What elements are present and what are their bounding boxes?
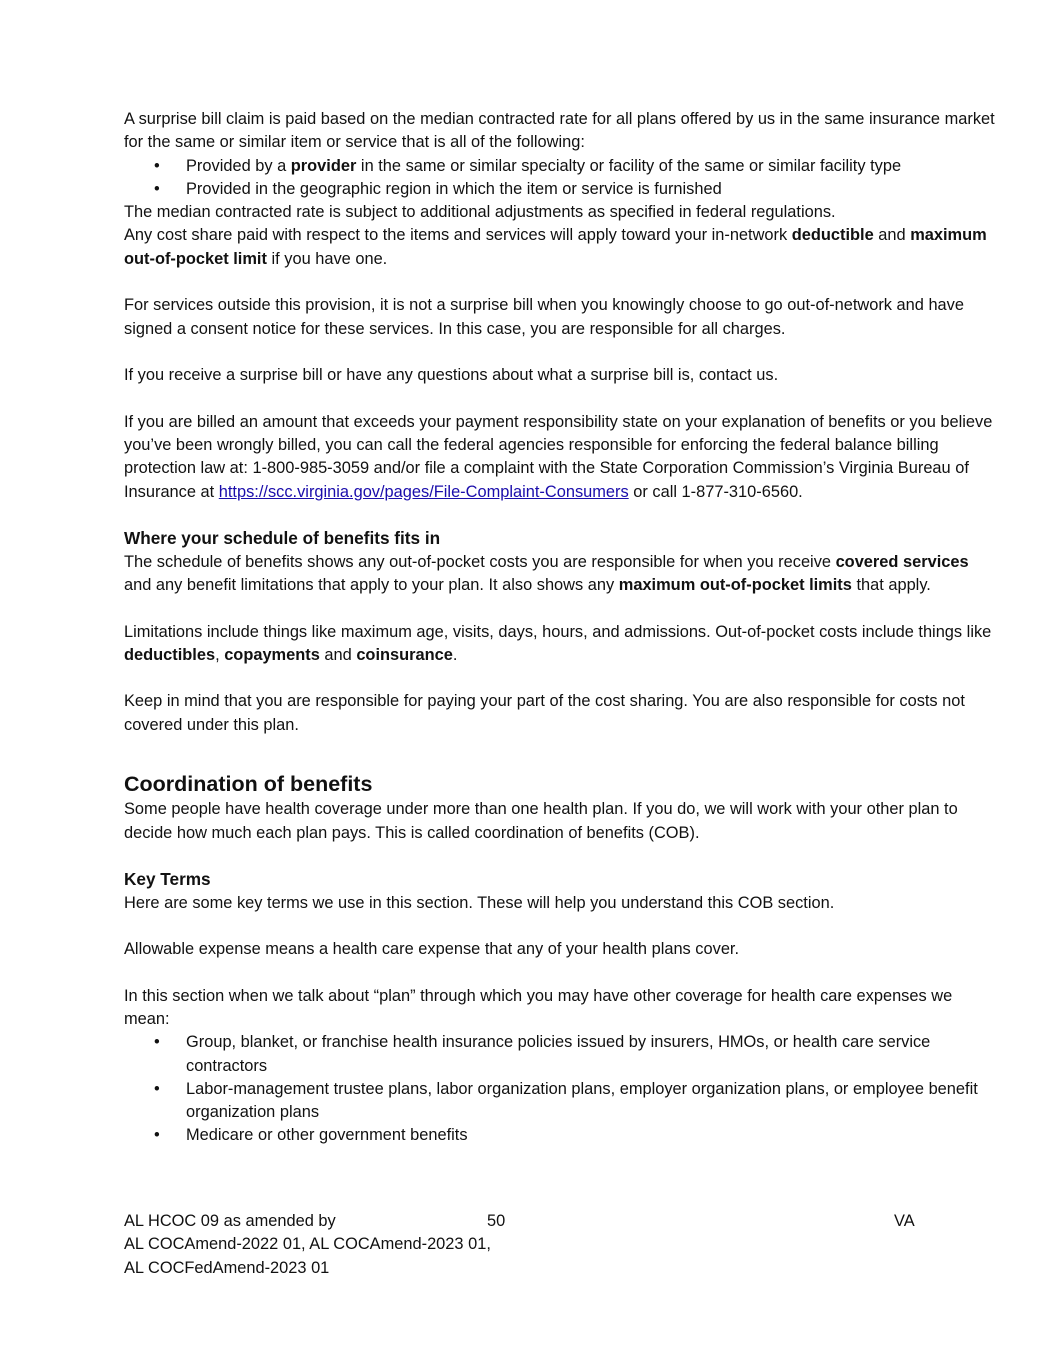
contact-paragraph: If you receive a surprise bill or have any questions about what a surprise bill is, contact us. [124, 366, 779, 385]
list-item: • Group, blanket, or franchise health insurance policies issued by insurers, HMOs, or health care service contractors [124, 1031, 996, 1078]
page-content [124, 108, 996, 1148]
cost-share-paragraph: Any cost share paid with respect to the items and services will apply toward your in-network deductible and maximum out-of-pocket limit if you have one. [124, 226, 987, 268]
key-terms-intro: Here are some key terms we use in this section. These will help you understand this COB section. [124, 893, 835, 912]
schedule-paragraph-2: Limitations include things like maximum age, visits, days, hours, and admissions. Out-of-pocket costs include things like deductibles, copayments and coinsurance. [124, 622, 992, 664]
footer-document-id: AL HCOC 09 as amended by [124, 1212, 336, 1230]
billing-complaint-paragraph: If you are billed an amount that exceeds your payment responsibility state on your explanation of benefits or you believe you’ve been wrongly billed, you can call the federal agencies responsible for enforcing the federal balance billing protection law at: 1-800-985-3059 and/or file a complaint with the State Corporation Commission’s Virginia Bureau of Insurance at https://scc.virginia.gov/pages/File-Complaint-Consumers or call 1-877-310-6560. [124, 412, 993, 501]
plan-definition-paragraph: In this section when we talk about “plan” through which you may have other coverage for health care expenses we mean: [124, 986, 953, 1028]
schedule-paragraph-1: The schedule of benefits shows any out-of-pocket costs you are responsible for when you receive covered services and any benefit limitations that apply to your plan. It also shows any maximum out-of-pocket limits that apply. [124, 552, 969, 594]
page-number: 50 [487, 1212, 506, 1230]
complaint-link[interactable]: https://scc.virginia.gov/pages/File-Complaint-Consumers [218, 482, 629, 501]
footer-amendments-line: AL COCAmend-2022 01, AL COCAmend-2023 01, [124, 1235, 491, 1254]
surprise-bill-paragraph: A surprise bill claim is paid based on the median contracted rate for all plans offered by us in the same insurance market for the same or similar item or service that is all of the following: [124, 110, 995, 152]
footer-state: VA [894, 1212, 915, 1230]
schedule-heading: Where your schedule of benefits fits in [124, 528, 441, 549]
list-item: • Labor-management trustee plans, labor organization plans, employer organization plans, or employee benefit organization plans [124, 1078, 996, 1125]
surprise-bill-criteria-list [124, 155, 996, 202]
allowable-expense-paragraph: Allowable expense means a health care expense that any of your health plans cover. [124, 940, 740, 959]
schedule-paragraph-3: Keep in mind that you are responsible for paying your part of the cost sharing. You are also responsible for costs not covered under this plan. [124, 692, 965, 734]
list-item: • Provided in the geographic region in which the item or service is furnished [124, 178, 996, 201]
cob-heading: Coordination of benefits [124, 772, 373, 797]
key-terms-heading: Key Terms [124, 869, 211, 890]
outside-provision-paragraph: For services outside this provision, it is not a surprise bill when you knowingly choose to go out-of-network and have signed a consent notice for these services. In this case, you are responsible for all charges. [124, 296, 964, 338]
page-footer [124, 1210, 996, 1280]
list-item: • Provided by a provider in the same or similar specialty or facility of the same or similar facility type [124, 155, 996, 178]
plan-types-list [124, 1031, 996, 1147]
list-item: • Medicare or other government benefits [124, 1124, 996, 1147]
footer-fed-amendment-line: AL COCFedAmend-2023 01 [124, 1258, 330, 1277]
cob-intro-paragraph: Some people have health coverage under more than one health plan. If you do, we will work with your other plan to decide how much each plan pays. This is called coordination of benefits (COB). [124, 800, 958, 842]
median-rate-paragraph: The median contracted rate is subject to additional adjustments as specified in federal regulations. [124, 203, 836, 222]
